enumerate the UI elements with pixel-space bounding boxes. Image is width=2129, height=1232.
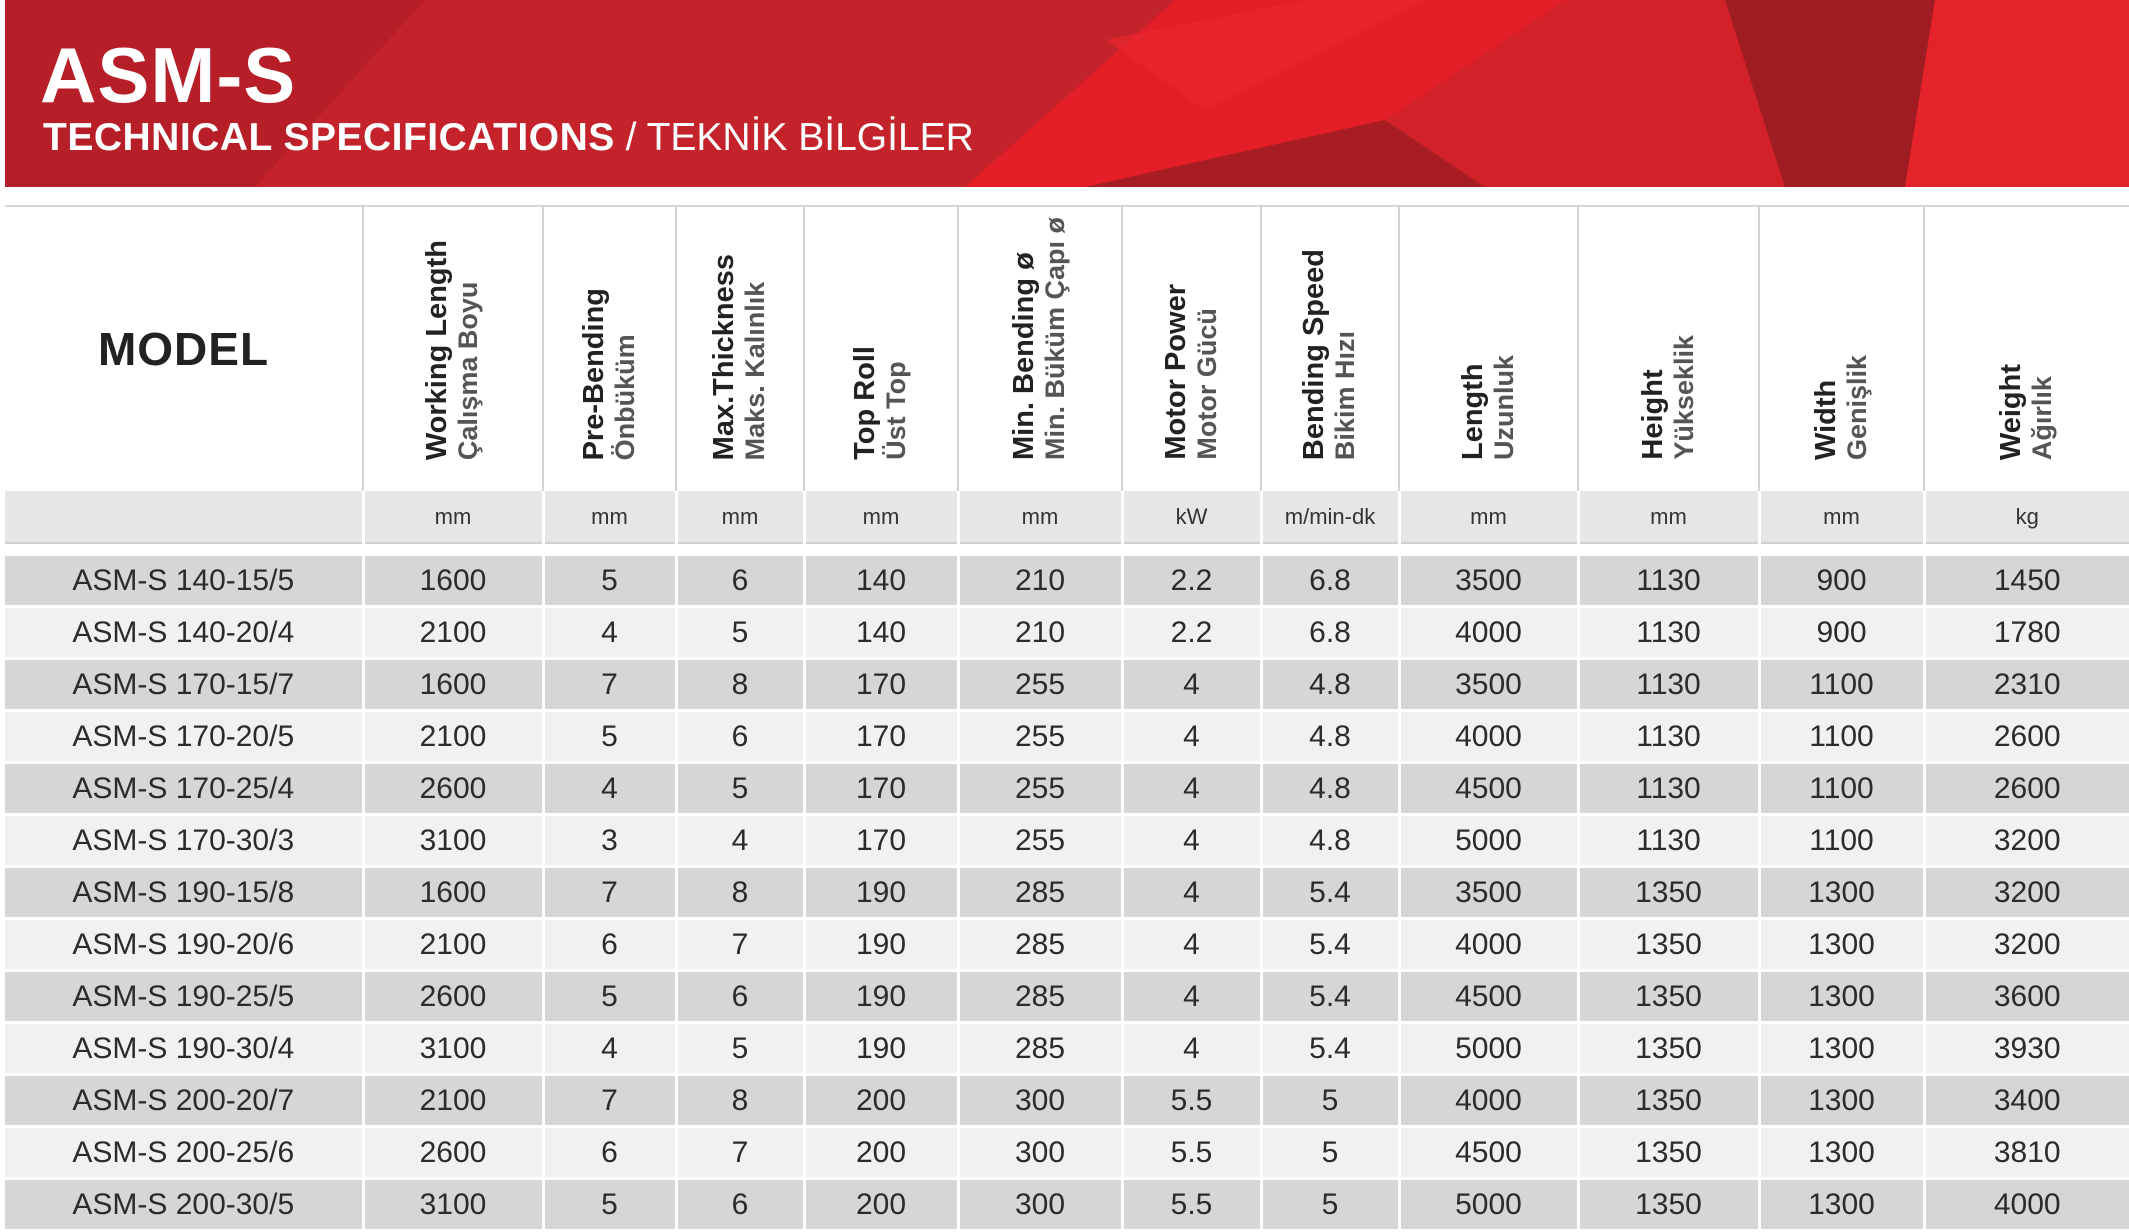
cell-min-bending: 285 (958, 919, 1122, 971)
cell-top-roll: 200 (804, 1075, 958, 1127)
model-cell: ASM-S 170-25/4 (5, 763, 363, 815)
cell-weight: 3810 (1924, 1127, 2129, 1179)
cell-weight: 2600 (1924, 711, 2129, 763)
cell-width: 900 (1759, 556, 1924, 607)
unit-cell: mm (1399, 491, 1578, 543)
cell-motor-power: 4 (1122, 711, 1261, 763)
cell-weight: 2600 (1924, 763, 2129, 815)
cell-motor-power: 5.5 (1122, 1179, 1261, 1231)
table-row (5, 815, 2129, 867)
model-cell: ASM-S 170-15/7 (5, 659, 363, 711)
cell-working-length: 2600 (363, 1127, 543, 1179)
cell-width: 1300 (1759, 1127, 1924, 1179)
cell-top-roll: 140 (804, 556, 958, 607)
column-header-tr: Min. Büküm Çapı ø (1040, 217, 1071, 460)
units-cell-empty (5, 491, 363, 543)
unit-cell: kW (1122, 491, 1261, 543)
cell-motor-power: 5.5 (1122, 1127, 1261, 1179)
spacer-cell (5, 543, 2129, 556)
column-header-en: Min. Bending ø (1008, 252, 1041, 460)
cell-min-bending: 210 (958, 556, 1122, 607)
cell-max-thickness: 5 (676, 607, 804, 659)
cell-top-roll: 170 (804, 815, 958, 867)
table-row (5, 607, 2129, 659)
cell-length: 5000 (1399, 815, 1578, 867)
column-header-tr: Ağırlık (2027, 375, 2058, 460)
cell-pre-bending: 7 (543, 659, 676, 711)
cell-length: 4000 (1399, 1075, 1578, 1127)
cell-pre-bending: 5 (543, 556, 676, 607)
cell-min-bending: 255 (958, 763, 1122, 815)
model-cell: ASM-S 200-25/6 (5, 1127, 363, 1179)
cell-pre-bending: 4 (543, 607, 676, 659)
cell-bending-speed: 4.8 (1261, 815, 1399, 867)
cell-bending-speed: 6.8 (1261, 607, 1399, 659)
column-header-en: Working Length (421, 239, 454, 460)
cell-length: 3500 (1399, 556, 1578, 607)
cell-height: 1350 (1578, 1127, 1759, 1179)
cell-bending-speed: 4.8 (1261, 763, 1399, 815)
cell-top-roll: 200 (804, 1127, 958, 1179)
cell-length: 4500 (1399, 763, 1578, 815)
cell-pre-bending: 5 (543, 1179, 676, 1231)
cell-weight: 2310 (1924, 659, 2129, 711)
model-header-label: MODEL (97, 323, 270, 375)
model-cell: ASM-S 170-20/5 (5, 711, 363, 763)
cell-length: 3500 (1399, 659, 1578, 711)
unit-cell: mm (543, 491, 676, 543)
cell-weight: 3600 (1924, 971, 2129, 1023)
column-header-tr: Uzunluk (1488, 355, 1519, 460)
table-row (5, 1023, 2129, 1075)
cell-motor-power: 5.5 (1122, 1075, 1261, 1127)
cell-pre-bending: 3 (543, 815, 676, 867)
cell-bending-speed: 5.4 (1261, 919, 1399, 971)
cell-width: 1300 (1759, 867, 1924, 919)
cell-pre-bending: 4 (543, 763, 676, 815)
cell-pre-bending: 5 (543, 711, 676, 763)
banner-facet (1905, 0, 2129, 187)
column-header-en: Max.Thickness (708, 253, 741, 460)
cell-max-thickness: 4 (676, 815, 804, 867)
model-cell: ASM-S 200-30/5 (5, 1179, 363, 1231)
unit-cell: mm (958, 491, 1122, 543)
column-header-tr: Çalışma Boyu (453, 281, 484, 460)
column-header-tr: Maks. Kalınlık (740, 281, 771, 460)
column-header-tr: Motor Gücü (1191, 308, 1222, 460)
table-row (5, 763, 2129, 815)
cell-bending-speed: 5.4 (1261, 1023, 1399, 1075)
cell-height: 1130 (1578, 659, 1759, 711)
table-row (5, 919, 2129, 971)
cell-length: 3500 (1399, 867, 1578, 919)
column-header-pre-bending (543, 206, 676, 491)
unit-cell: mm (1759, 491, 1924, 543)
cell-working-length: 2600 (363, 971, 543, 1023)
model-cell: ASM-S 190-25/5 (5, 971, 363, 1023)
cell-min-bending: 285 (958, 867, 1122, 919)
cell-max-thickness: 8 (676, 659, 804, 711)
cell-width: 1300 (1759, 1075, 1924, 1127)
cell-bending-speed: 4.8 (1261, 659, 1399, 711)
cell-min-bending: 300 (958, 1127, 1122, 1179)
unit-cell: m/min-dk (1261, 491, 1399, 543)
model-column-header (5, 206, 363, 491)
column-header-tr: Üst Top (881, 361, 912, 460)
cell-pre-bending: 6 (543, 919, 676, 971)
column-header-width (1759, 206, 1924, 491)
cell-max-thickness: 8 (676, 867, 804, 919)
cell-working-length: 3100 (363, 1179, 543, 1231)
cell-weight: 3930 (1924, 1023, 2129, 1075)
cell-working-length: 2100 (363, 607, 543, 659)
cell-length: 5000 (1399, 1023, 1578, 1075)
cell-min-bending: 255 (958, 815, 1122, 867)
cell-top-roll: 170 (804, 711, 958, 763)
model-cell: ASM-S 170-30/3 (5, 815, 363, 867)
column-header-working-length (363, 206, 543, 491)
column-header-tr: Önbüküm (609, 334, 640, 460)
cell-motor-power: 4 (1122, 867, 1261, 919)
column-header-tr: Bikim Hızı (1330, 330, 1361, 460)
cell-height: 1130 (1578, 815, 1759, 867)
cell-motor-power: 4 (1122, 659, 1261, 711)
cell-weight: 3200 (1924, 815, 2129, 867)
cell-height: 1130 (1578, 607, 1759, 659)
cell-working-length: 2100 (363, 919, 543, 971)
cell-height: 1130 (1578, 763, 1759, 815)
cell-max-thickness: 7 (676, 919, 804, 971)
column-header-weight (1924, 206, 2129, 491)
table-row (5, 711, 2129, 763)
column-header-tr: Yükseklik (1668, 335, 1699, 460)
model-cell: ASM-S 190-15/8 (5, 867, 363, 919)
cell-height: 1350 (1578, 867, 1759, 919)
unit-cell: mm (676, 491, 804, 543)
cell-working-length: 3100 (363, 815, 543, 867)
cell-min-bending: 285 (958, 1023, 1122, 1075)
cell-weight: 1780 (1924, 607, 2129, 659)
cell-motor-power: 4 (1122, 1023, 1261, 1075)
cell-length: 4500 (1399, 1127, 1578, 1179)
cell-top-roll: 190 (804, 919, 958, 971)
cell-bending-speed: 5 (1261, 1127, 1399, 1179)
cell-max-thickness: 6 (676, 971, 804, 1023)
table-row (5, 556, 2129, 607)
cell-max-thickness: 7 (676, 1127, 804, 1179)
spec-table-body (5, 556, 2129, 1231)
unit-cell: mm (1578, 491, 1759, 543)
subtitle-english: TECHNICAL SPECIFICATIONS (43, 116, 615, 159)
units-row (5, 491, 2129, 543)
cell-max-thickness: 5 (676, 763, 804, 815)
cell-max-thickness: 8 (676, 1075, 804, 1127)
cell-weight: 3400 (1924, 1075, 2129, 1127)
cell-min-bending: 255 (958, 711, 1122, 763)
cell-max-thickness: 6 (676, 711, 804, 763)
cell-length: 4000 (1399, 919, 1578, 971)
cell-bending-speed: 5.4 (1261, 971, 1399, 1023)
column-header-en: Pre-Bending (577, 287, 610, 460)
cell-weight: 1450 (1924, 556, 2129, 607)
table-row (5, 971, 2129, 1023)
cell-height: 1130 (1578, 556, 1759, 607)
cell-working-length: 2100 (363, 711, 543, 763)
model-cell: ASM-S 190-30/4 (5, 1023, 363, 1075)
cell-bending-speed: 4.8 (1261, 711, 1399, 763)
subtitle-turkish: TEKNİK BİLGİLER (646, 116, 974, 159)
subtitle-separator: / (614, 116, 647, 159)
column-header-en: Length (1456, 363, 1489, 460)
unit-cell: kg (1924, 491, 2129, 543)
column-header-en: Height (1636, 369, 1669, 460)
cell-top-roll: 170 (804, 659, 958, 711)
cell-min-bending: 300 (958, 1179, 1122, 1231)
cell-length: 4000 (1399, 607, 1578, 659)
model-cell: ASM-S 200-20/7 (5, 1075, 363, 1127)
cell-motor-power: 4 (1122, 763, 1261, 815)
model-cell: ASM-S 190-20/6 (5, 919, 363, 971)
cell-motor-power: 4 (1122, 971, 1261, 1023)
spec-table (5, 205, 2129, 1232)
unit-cell: mm (804, 491, 958, 543)
cell-pre-bending: 4 (543, 1023, 676, 1075)
cell-length: 5000 (1399, 1179, 1578, 1231)
column-header-en: Top Roll (849, 346, 882, 460)
column-header-bending-speed (1261, 206, 1399, 491)
cell-top-roll: 140 (804, 607, 958, 659)
cell-length: 4000 (1399, 711, 1578, 763)
cell-width: 1300 (1759, 971, 1924, 1023)
cell-min-bending: 285 (958, 971, 1122, 1023)
table-row (5, 659, 2129, 711)
cell-pre-bending: 7 (543, 867, 676, 919)
model-cell: ASM-S 140-15/5 (5, 556, 363, 607)
spacer-row (5, 543, 2129, 556)
column-header-length (1399, 206, 1578, 491)
cell-bending-speed: 6.8 (1261, 556, 1399, 607)
cell-bending-speed: 5 (1261, 1075, 1399, 1127)
column-header-en: Bending Speed (1298, 248, 1331, 460)
cell-max-thickness: 5 (676, 1023, 804, 1075)
cell-height: 1350 (1578, 1023, 1759, 1075)
cell-width: 1300 (1759, 919, 1924, 971)
cell-width: 900 (1759, 607, 1924, 659)
cell-width: 1300 (1759, 1179, 1924, 1231)
column-header-en: Motor Power (1159, 284, 1192, 460)
cell-min-bending: 210 (958, 607, 1122, 659)
cell-height: 1350 (1578, 1179, 1759, 1231)
cell-min-bending: 255 (958, 659, 1122, 711)
unit-cell: mm (363, 491, 543, 543)
table-row (5, 1075, 2129, 1127)
cell-motor-power: 2.2 (1122, 607, 1261, 659)
cell-working-length: 2600 (363, 763, 543, 815)
cell-working-length: 1600 (363, 867, 543, 919)
cell-top-roll: 190 (804, 971, 958, 1023)
header-banner (5, 0, 2129, 187)
cell-working-length: 1600 (363, 659, 543, 711)
cell-height: 1350 (1578, 1075, 1759, 1127)
cell-working-length: 3100 (363, 1023, 543, 1075)
cell-motor-power: 2.2 (1122, 556, 1261, 607)
cell-top-roll: 170 (804, 763, 958, 815)
cell-length: 4500 (1399, 971, 1578, 1023)
cell-pre-bending: 5 (543, 971, 676, 1023)
cell-top-roll: 200 (804, 1179, 958, 1231)
cell-top-roll: 190 (804, 1023, 958, 1075)
column-header-en: Weight (1995, 363, 2028, 460)
page-title: ASM-S (40, 31, 297, 119)
column-header-min-bending (958, 206, 1122, 491)
page-subtitle (43, 118, 974, 157)
cell-width: 1100 (1759, 711, 1924, 763)
cell-bending-speed: 5.4 (1261, 867, 1399, 919)
cell-working-length: 2100 (363, 1075, 543, 1127)
cell-pre-bending: 6 (543, 1127, 676, 1179)
cell-height: 1350 (1578, 919, 1759, 971)
cell-min-bending: 300 (958, 1075, 1122, 1127)
cell-max-thickness: 6 (676, 1179, 804, 1231)
cell-width: 1100 (1759, 659, 1924, 711)
cell-max-thickness: 6 (676, 556, 804, 607)
column-header-en: Width (1809, 379, 1842, 460)
column-header-max-thickness (676, 206, 804, 491)
table-row (5, 1179, 2129, 1231)
cell-motor-power: 4 (1122, 919, 1261, 971)
column-header-tr: Genişlik (1841, 354, 1872, 460)
header-row (5, 206, 2129, 491)
model-cell: ASM-S 140-20/4 (5, 607, 363, 659)
table-row (5, 867, 2129, 919)
column-header-top-roll (804, 206, 958, 491)
column-header-height (1578, 206, 1759, 491)
cell-bending-speed: 5 (1261, 1179, 1399, 1231)
cell-weight: 3200 (1924, 919, 2129, 971)
cell-pre-bending: 7 (543, 1075, 676, 1127)
cell-width: 1300 (1759, 1023, 1924, 1075)
cell-height: 1130 (1578, 711, 1759, 763)
column-header-motor-power (1122, 206, 1261, 491)
cell-top-roll: 190 (804, 867, 958, 919)
cell-width: 1100 (1759, 763, 1924, 815)
cell-height: 1350 (1578, 971, 1759, 1023)
table-row (5, 1127, 2129, 1179)
cell-weight: 4000 (1924, 1179, 2129, 1231)
cell-motor-power: 4 (1122, 815, 1261, 867)
cell-working-length: 1600 (363, 556, 543, 607)
cell-width: 1100 (1759, 815, 1924, 867)
cell-weight: 3200 (1924, 867, 2129, 919)
